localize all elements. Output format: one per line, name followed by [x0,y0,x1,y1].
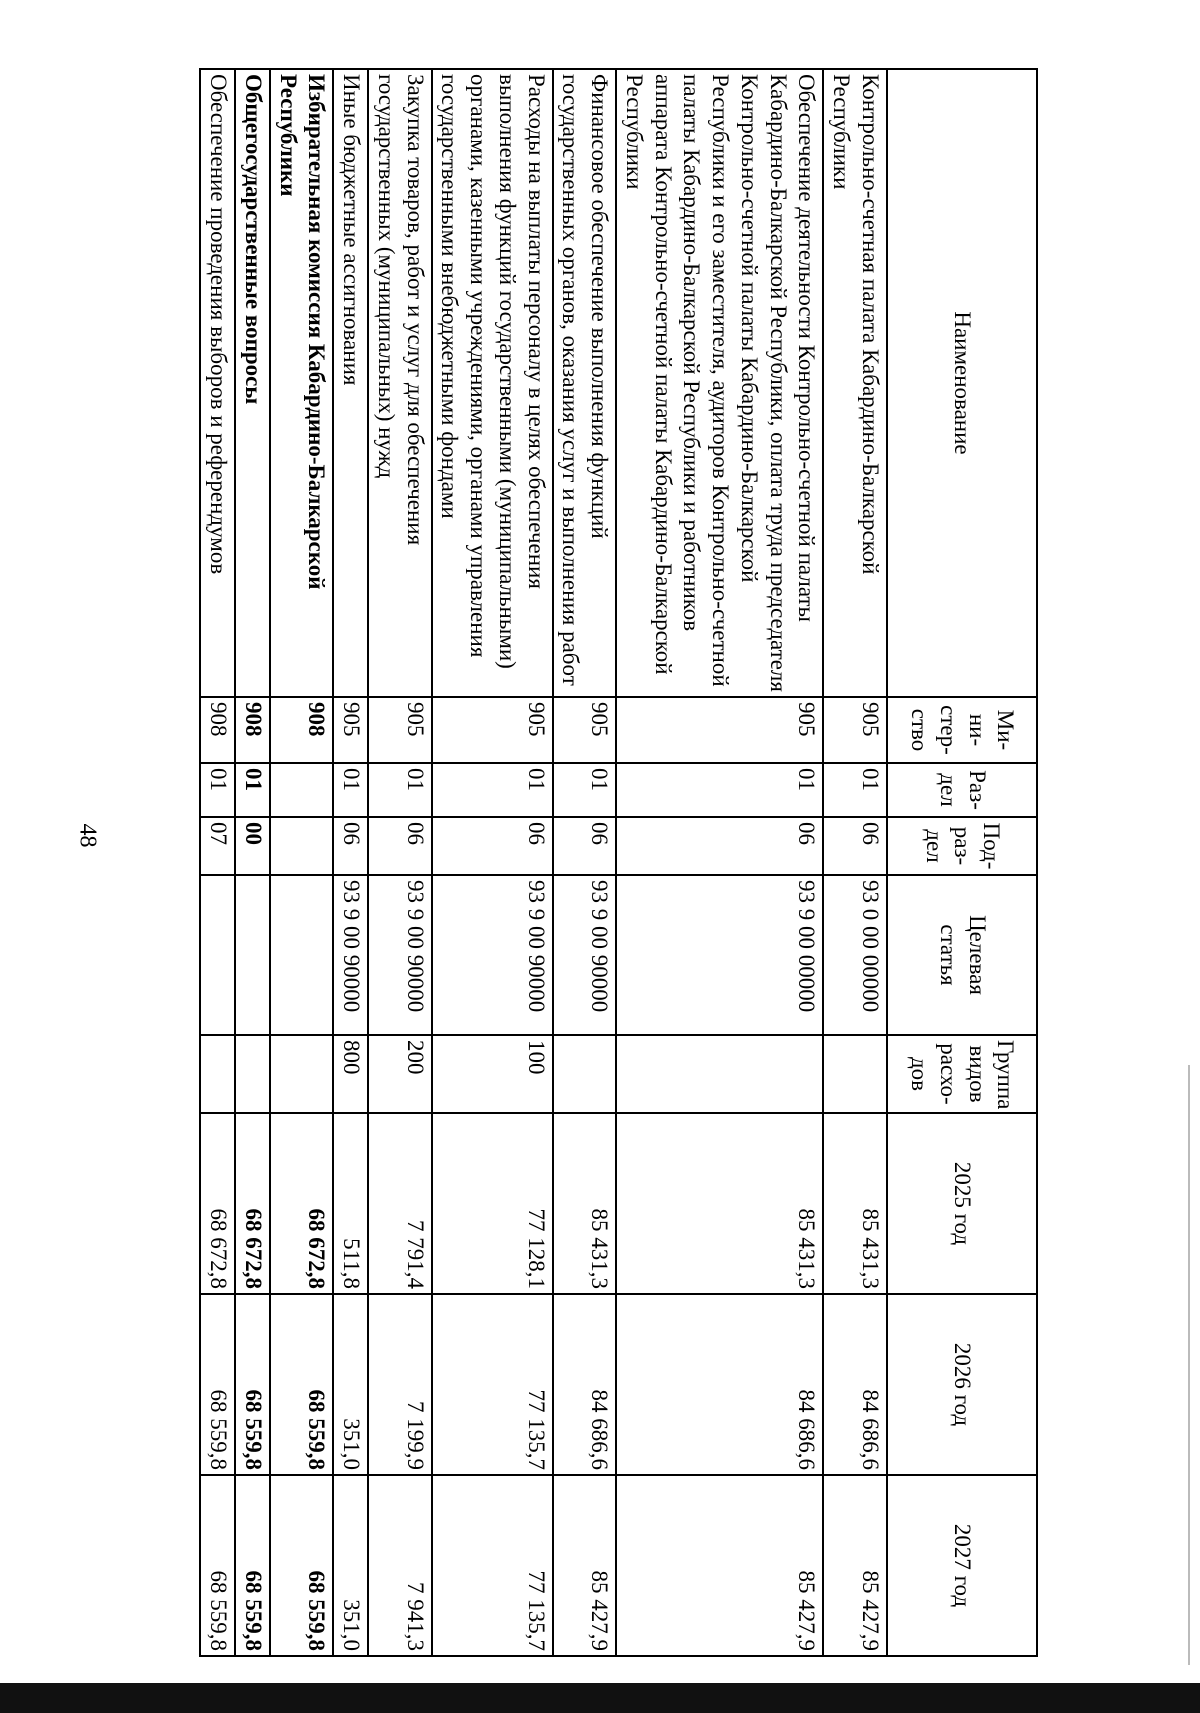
cell-ministry: 905 [334,697,369,763]
cell-group [270,1035,334,1113]
cell-ministry: 905 [824,697,888,763]
cell-y2026: 68 559,8 [201,1294,236,1475]
cell-target [270,875,334,1035]
cell-name: Финансовое обеспечение выполнения функций государственных органов, оказания услуг и выполнения работ [553,69,617,697]
cell-target [201,875,236,1035]
header-section: Раз- дел [887,763,1037,817]
table-row [616,69,823,1656]
cell-group [824,1035,888,1113]
cell-subsection: 07 [201,817,236,875]
table-row [824,69,888,1656]
cell-ministry: 908 [235,697,270,763]
cell-y2025: 7 791,4 [368,1113,432,1294]
cell-ministry: 908 [270,697,334,763]
cell-y2026: 84 686,6 [616,1294,823,1475]
header-name: Наименование [887,69,1037,697]
table-row [201,69,236,1656]
cell-ministry: 905 [553,697,617,763]
cell-section: 01 [368,763,432,817]
cell-y2025: 77 128,1 [432,1113,553,1294]
cell-subsection: 06 [368,817,432,875]
cell-group: 800 [334,1035,369,1113]
cell-name: Обеспечение проведения выборов и референдумов [201,69,236,697]
cell-target: 93 9 00 90000 [334,875,369,1035]
header-group: Группа видов расхо- дов [887,1035,1037,1113]
cell-target: 93 9 00 90000 [553,875,617,1035]
cell-ministry: 905 [616,697,823,763]
cell-subsection: 06 [432,817,553,875]
cell-y2027: 68 559,8 [201,1475,236,1656]
header-subsection: Под- раз- дел [887,817,1037,875]
cell-y2027: 85 427,9 [553,1475,617,1656]
cell-ministry: 905 [432,697,553,763]
cell-y2026: 68 559,8 [270,1294,334,1475]
cell-section: 01 [432,763,553,817]
cell-subsection [270,817,334,875]
table-row [368,69,432,1656]
cell-subsection: 00 [235,817,270,875]
cell-target: 93 9 00 90000 [432,875,553,1035]
cell-group: 100 [432,1035,553,1113]
scan-edge-bar [0,1683,1200,1713]
table-row [432,69,553,1656]
cell-name: Общегосударственные вопросы [235,69,270,697]
cell-y2026: 84 686,6 [553,1294,617,1475]
cell-name: Расходы на выплаты персоналу в целях обеспечения выполнения функций государственными (муниципальными) органами, казенными учреждениями, органами управления государственными внебюджетными фондами [432,69,553,697]
cell-y2027: 68 559,8 [270,1475,334,1656]
cell-y2025: 511,8 [334,1113,369,1294]
cell-ministry: 905 [368,697,432,763]
table-row [270,69,334,1656]
table-body [201,69,888,1656]
cell-y2027: 68 559,8 [235,1475,270,1656]
cell-group [553,1035,617,1113]
cell-group [616,1035,823,1113]
table-row [334,69,369,1656]
cell-y2025: 68 672,8 [235,1113,270,1294]
cell-group [201,1035,236,1113]
cell-y2026: 77 135,7 [432,1294,553,1475]
cell-subsection: 06 [334,817,369,875]
cell-target [235,875,270,1035]
cell-section: 01 [824,763,888,817]
cell-subsection: 06 [824,817,888,875]
header-target: Целевая статья [887,875,1037,1035]
scan-edge-line [1188,1065,1190,1665]
cell-y2027: 85 427,9 [616,1475,823,1656]
cell-y2027: 351,0 [334,1475,369,1656]
cell-target: 93 0 00 00000 [824,875,888,1035]
header-2025: 2025 год [887,1113,1037,1294]
budget-table [200,68,1039,1657]
cell-y2025: 68 672,8 [201,1113,236,1294]
cell-y2027: 77 135,7 [432,1475,553,1656]
cell-y2025: 68 672,8 [270,1113,334,1294]
cell-section: 01 [235,763,270,817]
cell-section: 01 [553,763,617,817]
header-2027: 2027 год [887,1475,1037,1656]
cell-group: 200 [368,1035,432,1113]
cell-subsection: 06 [553,817,617,875]
table-header-row [887,69,1037,1656]
cell-target: 93 9 00 00000 [616,875,823,1035]
cell-name: Контрольно-счетная палата Кабардино-Балкарской Республики [824,69,888,697]
header-ministry: Ми- ни- стер- ство [887,697,1037,763]
cell-y2027: 85 427,9 [824,1475,888,1656]
cell-name: Иные бюджетные ассигнования [334,69,369,697]
cell-target: 93 9 00 90000 [368,875,432,1035]
budget-table-container [118,68,1038,1655]
cell-ministry: 908 [201,697,236,763]
cell-y2025: 85 431,3 [824,1113,888,1294]
cell-y2025: 85 431,3 [553,1113,617,1294]
cell-y2026: 7 199,9 [368,1294,432,1475]
cell-name: Избирательная комиссия Кабардино-Балкарской Республики [270,69,334,697]
cell-group [235,1035,270,1113]
cell-section: 01 [616,763,823,817]
cell-y2027: 7 941,3 [368,1475,432,1656]
page-number: 48 [74,823,101,848]
cell-y2026: 351,0 [334,1294,369,1475]
cell-subsection: 06 [616,817,823,875]
cell-section: 01 [334,763,369,817]
cell-section [270,763,334,817]
cell-y2025: 85 431,3 [616,1113,823,1294]
cell-section: 01 [201,763,236,817]
cell-y2026: 68 559,8 [235,1294,270,1475]
cell-y2026: 84 686,6 [824,1294,888,1475]
header-2026: 2026 год [887,1294,1037,1475]
cell-name: Закупка товаров, работ и услуг для обеспечения государственных (муниципальных) нужд [368,69,432,697]
table-row [235,69,270,1656]
cell-name: Обеспечение деятельности Контрольно-счетной палаты Кабардино-Балкарской Республики, оплата труда председателя Контрольно-счетной палаты Кабардино-Балкарской Республики и его заместителя, аудиторов Контрольно-счетной палаты Кабардино-Балкарской Республики и работников аппарата Контрольно-счетной палаты Кабардино-Балкарской Республики [616,69,823,697]
table-row [553,69,617,1656]
